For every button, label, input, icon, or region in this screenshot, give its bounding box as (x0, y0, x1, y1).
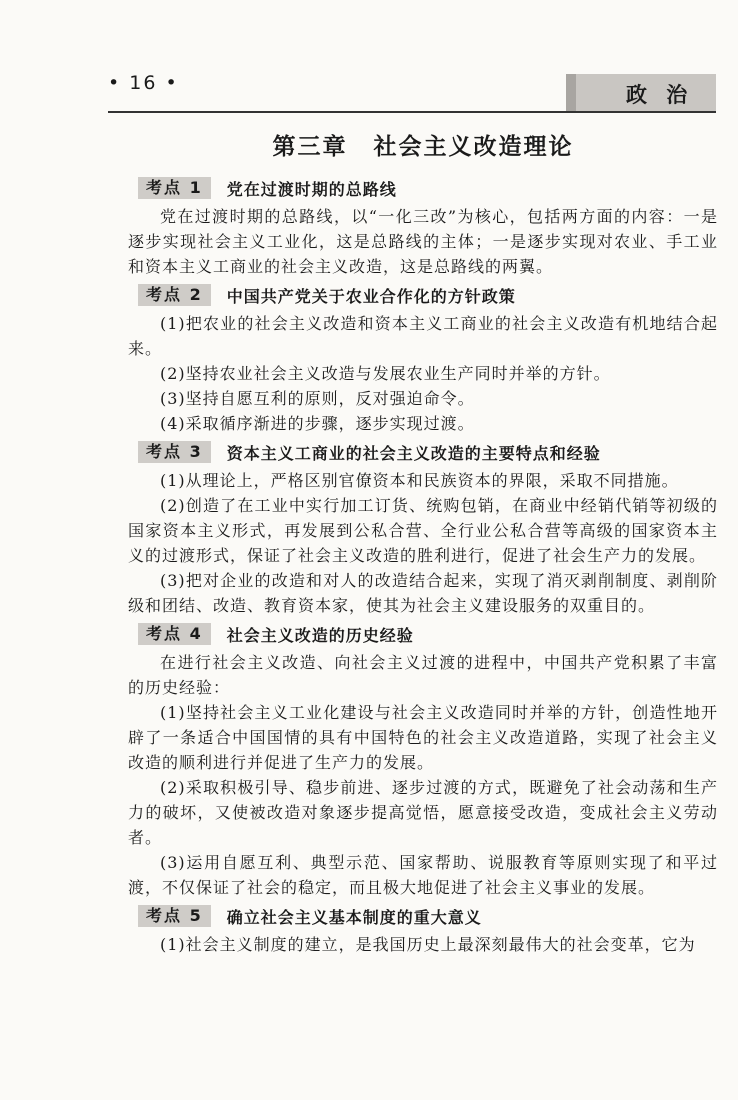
kaodian-label: 考点 4 (138, 623, 211, 645)
kaodian-label: 考点 2 (138, 284, 211, 306)
paragraph: (1)从理论上，严格区别官僚资本和民族资本的界限，采取不同措施。 (160, 471, 679, 490)
section-title: 确立社会主义基本制度的重大意义 (226, 907, 482, 927)
page-header (0, 60, 738, 112)
subject-tab (566, 74, 716, 112)
page-content (128, 128, 718, 957)
section-heading (138, 175, 718, 201)
paragraph: (3)运用自愿互利、典型示范、国家帮助、说服教育等原则实现了和平过渡，不仅保证了社会的稳定，而且极大地促进了社会主义事业的发展。 (128, 853, 718, 897)
subject-label: 政 治 (626, 82, 694, 107)
kaodian-label: 考点 1 (138, 177, 211, 199)
section-title: 党在过渡时期的总路线 (226, 179, 397, 199)
paragraph: (2)采取积极引导、稳步前进、逐步过渡的方式，既避免了社会动荡和生产力的破坏，又使被改造对象逐步提高觉悟，愿意接受改造，变成社会主义劳动者。 (128, 778, 718, 847)
section-title: 社会主义改造的历史经验 (226, 625, 414, 645)
kaodian-label: 考点 3 (138, 441, 211, 463)
paragraph: (1)把农业的社会主义改造和资本主义工商业的社会主义改造有机地结合起来。 (128, 314, 718, 358)
section-title: 资本主义工商业的社会主义改造的主要特点和经验 (226, 443, 601, 463)
kaodian-label: 考点 5 (138, 905, 211, 927)
section-heading (138, 903, 718, 929)
paragraph: (1)坚持社会主义工业化建设与社会主义改造同时并举的方针，创造性地开辟了一条适合中国国情的具有中国特色的社会主义改造道路，实现了社会主义改造的顺利进行并促进了生产力的发展。 (128, 703, 718, 772)
header-rule (108, 111, 716, 113)
section-title: 中国共产党关于农业合作化的方针政策 (226, 286, 516, 306)
section-heading (138, 282, 718, 308)
paragraph: 党在过渡时期的总路线，以“一化三改”为核心，包括两方面的内容：一是逐步实现社会主义工业化，这是总路线的主体；一是逐步实现对农业、手工业和资本主义工商业的社会主义改造，这是总路线的两翼。 (128, 207, 718, 276)
chapter-title (128, 128, 718, 161)
paragraph: (3)把对企业的改造和对人的改造结合起来，实现了消灭剥削制度、剥削阶级和团结、改造、教育资本家，使其为社会主义建设服务的双重目的。 (128, 571, 718, 615)
paragraph: (4)采取循序渐进的步骤，逐步实现过渡。 (160, 414, 475, 433)
section-heading (138, 439, 718, 465)
paragraph: (2)创造了在工业中实行加工订货、统购包销，在商业中经销代销等初级的国家资本主义形式，再发展到公私合营、全行业公私合营等高级的国家资本主义的过渡形式，保证了社会主义改造的胜利进行，促进了社会生产力的发展。 (128, 496, 718, 565)
chapter-name: 社会主义改造理论 (373, 134, 574, 160)
page-number: • 16 • (108, 72, 179, 94)
paragraph: (2)坚持农业社会主义改造与发展农业生产同时并举的方针。 (160, 364, 611, 383)
chapter-number: 第三章 (272, 134, 348, 160)
paragraph: (3)坚持自愿互利的原则，反对强迫命令。 (160, 389, 475, 408)
section-heading (138, 621, 718, 647)
paragraph: (1)社会主义制度的建立，是我国历史上最深刻最伟大的社会变革，它为 (160, 935, 696, 954)
paragraph: 在进行社会主义改造、向社会主义过渡的进程中，中国共产党积累了丰富的历史经验： (128, 653, 718, 697)
